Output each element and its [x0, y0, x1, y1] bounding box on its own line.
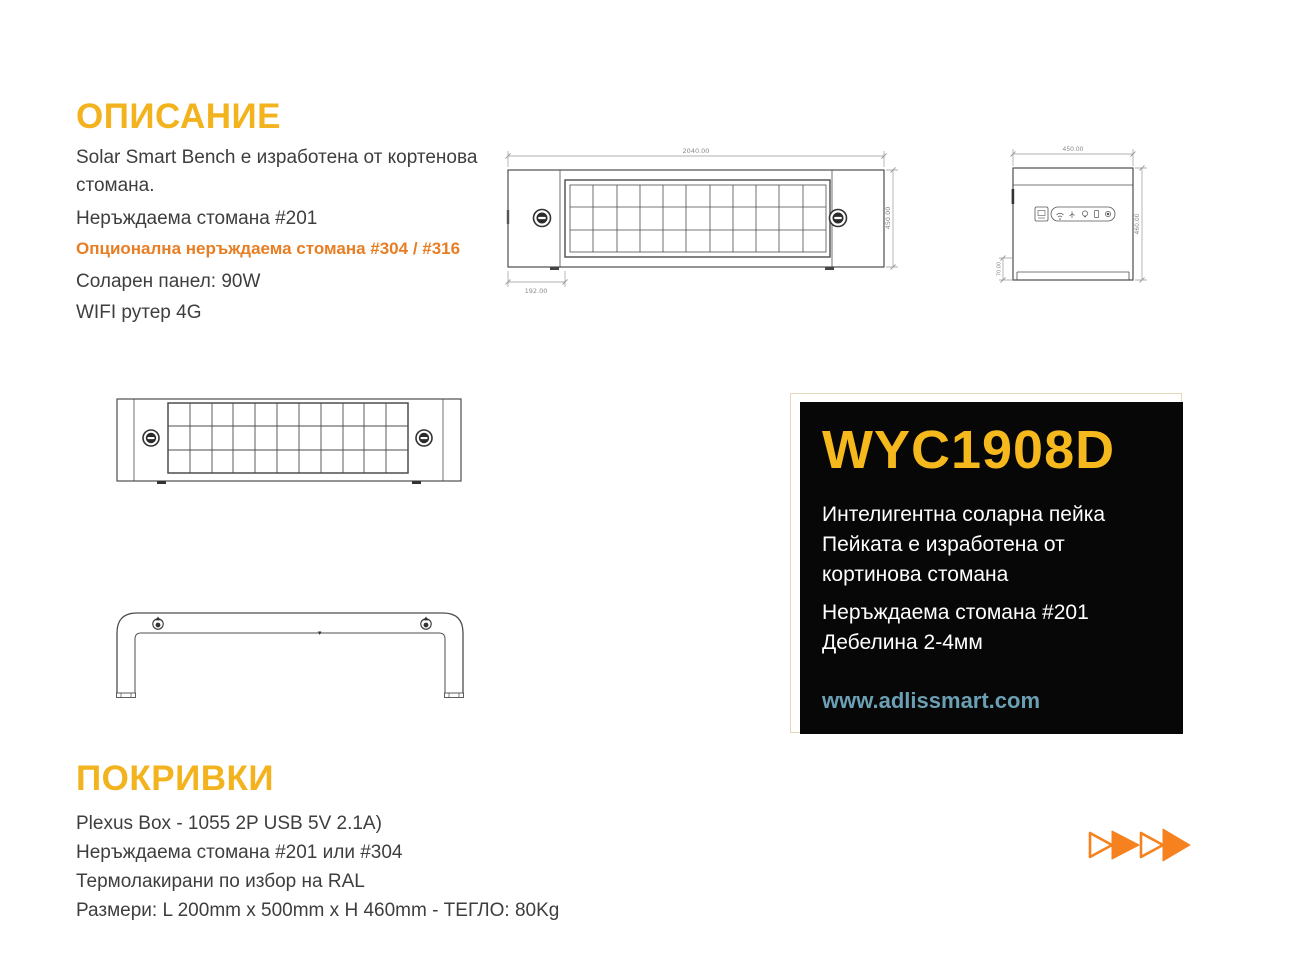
dim-width: 450.00	[1062, 146, 1084, 153]
description-intro: Solar Smart Bench е изработена от кортенова стомана.	[76, 147, 478, 196]
screen-icon	[1038, 211, 1045, 216]
card-desc-line: кортинова стомана	[822, 563, 1009, 586]
product-card	[800, 402, 1183, 734]
description-wifi: WIFI рутер 4G	[76, 302, 202, 323]
covers-line: Plexus Box - 1055 2P USB 5V 2.1A)	[76, 813, 382, 834]
solar-grid	[168, 403, 408, 473]
top-view-drawing-large	[110, 392, 470, 492]
card-desc-line: Пейката е изработена от	[822, 533, 1065, 556]
usb-port-icon	[830, 210, 847, 227]
usb-port-icon	[416, 430, 432, 446]
covers-heading: ПОКРИВКИ	[76, 759, 275, 798]
dimension-lines	[996, 149, 1147, 283]
dim-foot: 70.00	[996, 261, 1003, 277]
bench-side-outline	[1013, 168, 1133, 280]
control-panel	[1035, 207, 1115, 221]
usb-port-icon	[534, 210, 551, 227]
card-spec-line: Неръждаема стомана #201	[822, 601, 1089, 624]
dim-height: 460.00	[1134, 213, 1141, 235]
dim-width: 2040.00	[682, 147, 710, 155]
covers-section	[76, 760, 656, 925]
website-link[interactable]: www.adlissmart.com	[822, 688, 1041, 713]
bulb-icon	[1082, 211, 1087, 216]
bench-front-outline	[117, 613, 464, 698]
foot-mark	[825, 267, 834, 270]
bench-outline	[117, 399, 461, 481]
covers-line: Размери: L 200mm x 500mm x H 460mm - ТЕГЛО: 80Kg	[76, 900, 560, 921]
phone-icon	[1095, 211, 1099, 218]
description-heading: ОПИСАНИЕ	[76, 97, 281, 136]
bench-outline	[508, 170, 884, 267]
wifi-icon	[1057, 213, 1064, 217]
card-desc-line: Интелигентна соларна пейка	[822, 503, 1106, 526]
screw-icon	[153, 617, 163, 630]
dim-depth: 450.00	[884, 206, 892, 230]
covers-line: Термолакирани по избор на RAL	[76, 871, 365, 892]
top-view-drawing	[496, 140, 906, 298]
side-notch	[507, 210, 509, 224]
solar-grid	[570, 185, 826, 252]
usb-port-icon	[143, 430, 159, 446]
screw-icon	[421, 617, 431, 630]
foot-mark	[157, 481, 166, 484]
description-solar-panel: Соларен панел: 90W	[76, 271, 261, 292]
dim-offset: 192.00	[524, 287, 548, 295]
foot-mark	[550, 267, 559, 270]
description-section	[76, 98, 526, 325]
forward-arrows-icon	[1087, 826, 1191, 864]
product-model: WYC1908D	[822, 420, 1116, 480]
description-steel: Неръждаема стомана #201	[76, 208, 318, 229]
covers-line: Неръждаема стомана #201 или #304	[76, 842, 403, 863]
usb-icon	[1070, 212, 1075, 219]
card-spec-line: Дебелина 2-4мм	[822, 631, 983, 654]
front-view-drawing	[110, 605, 470, 705]
side-notch	[1012, 189, 1015, 204]
foot-mark	[412, 481, 421, 484]
description-optional-steel: Опционална неръждаема стомана #304 / #316	[76, 239, 461, 258]
side-view-drawing	[986, 136, 1166, 308]
